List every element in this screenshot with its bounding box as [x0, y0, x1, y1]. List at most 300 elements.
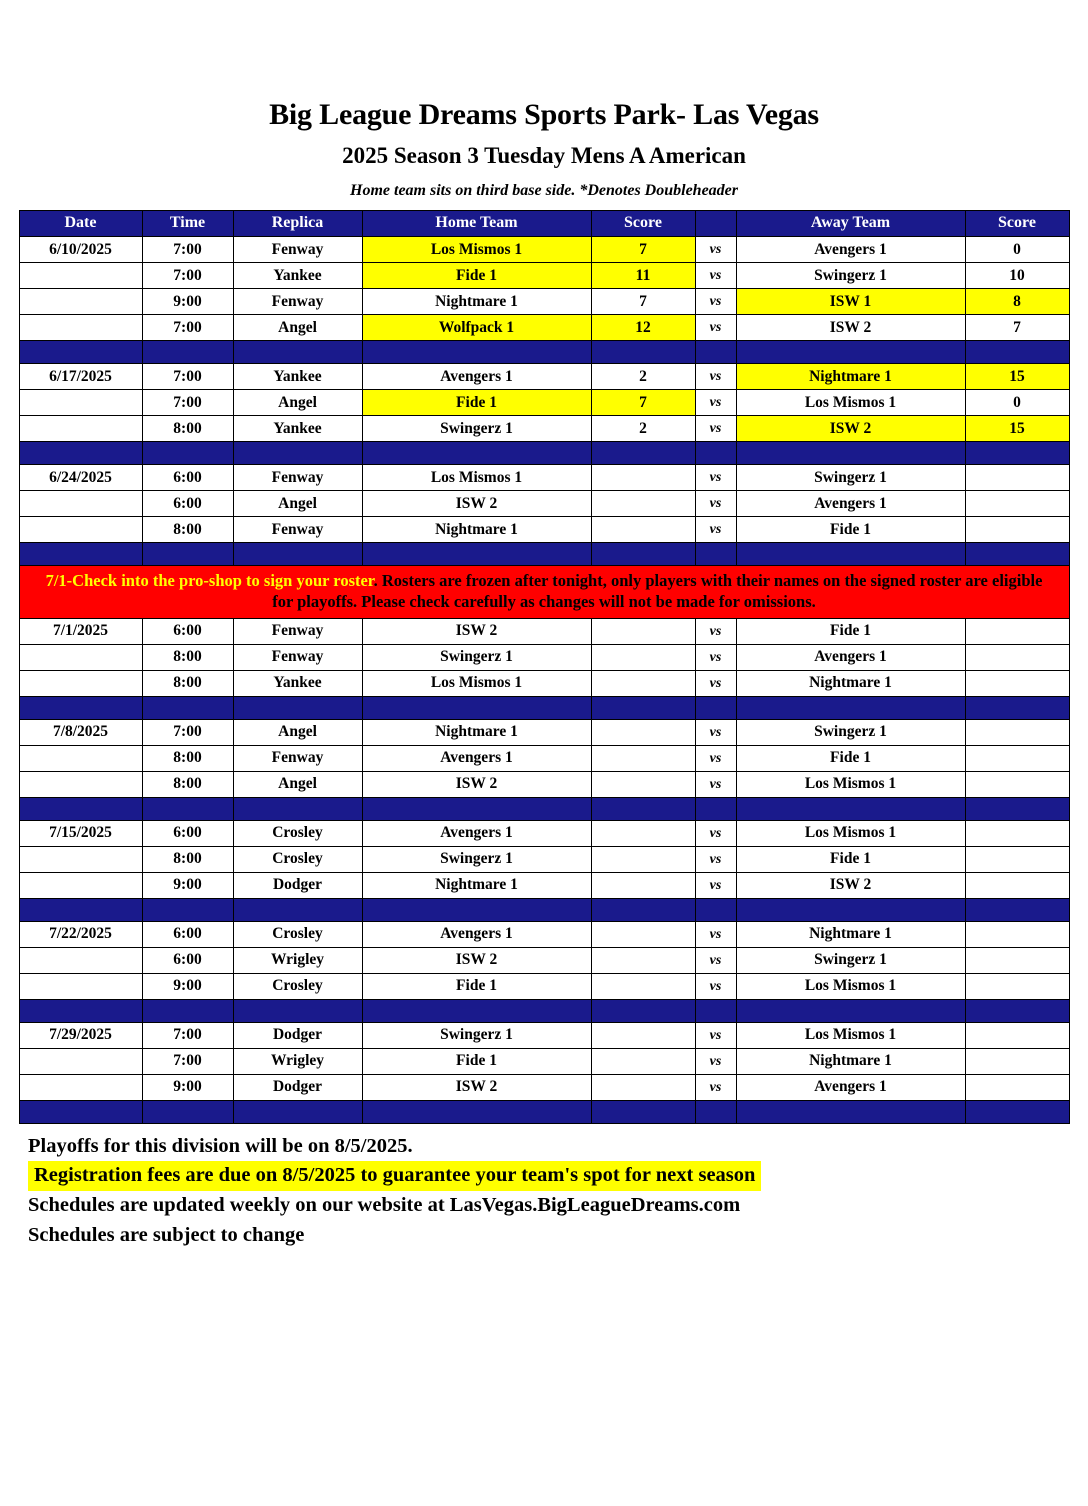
table-row — [19, 771, 1069, 797]
cell-away-score — [965, 846, 1069, 872]
cell-replica: Yankee — [233, 670, 362, 696]
cell-home-score — [591, 921, 695, 947]
cell-away-team: Los Mismos 1 — [736, 1022, 965, 1048]
vs-label: vs — [709, 496, 722, 512]
cell-home-score — [591, 719, 695, 745]
cell-replica: Angel — [233, 390, 362, 416]
cell-home-team: Avengers 1 — [362, 921, 591, 947]
week-separator-cell — [736, 442, 965, 465]
vs-label: vs — [709, 369, 722, 385]
cell-away-score — [965, 670, 1069, 696]
week-separator-cell — [965, 999, 1069, 1022]
cell-away-team: Fide 1 — [736, 745, 965, 771]
cell-replica: Yankee — [233, 364, 362, 390]
cell-away-score — [965, 973, 1069, 999]
cell-date — [19, 846, 142, 872]
week-separator-row — [19, 999, 1069, 1022]
week-separator-cell — [362, 1100, 591, 1123]
cell-time: 7:00 — [142, 263, 233, 289]
cell-away-team: ISW 2 — [736, 416, 965, 442]
cell-away-team: Avengers 1 — [736, 1074, 965, 1100]
cell-date: 7/29/2025 — [19, 1022, 142, 1048]
column-header-vs — [695, 211, 736, 237]
cell-vs — [695, 1022, 736, 1048]
cell-home-team: Nightmare 1 — [362, 872, 591, 898]
cell-home-score — [591, 1048, 695, 1074]
cell-replica: Dodger — [233, 872, 362, 898]
cell-away-team: Fide 1 — [736, 846, 965, 872]
week-separator-cell — [591, 543, 695, 566]
week-separator-cell — [362, 898, 591, 921]
week-separator-cell — [736, 341, 965, 364]
week-separator-cell — [695, 696, 736, 719]
week-separator-cell — [591, 341, 695, 364]
cell-time: 6:00 — [142, 820, 233, 846]
schedule-page — [0, 98, 1088, 1506]
table-row — [19, 820, 1069, 846]
week-separator-cell — [142, 696, 233, 719]
table-header — [19, 211, 1069, 237]
week-separator-cell — [142, 543, 233, 566]
cell-home-team: ISW 2 — [362, 618, 591, 644]
week-separator-cell — [19, 999, 142, 1022]
week-separator-cell — [736, 543, 965, 566]
week-separator-cell — [965, 543, 1069, 566]
week-separator-cell — [965, 696, 1069, 719]
cell-vs — [695, 491, 736, 517]
week-separator-cell — [965, 442, 1069, 465]
cell-away-score — [965, 618, 1069, 644]
cell-time: 6:00 — [142, 947, 233, 973]
week-separator-cell — [591, 797, 695, 820]
cell-home-score — [591, 1022, 695, 1048]
cell-home-team: Fide 1 — [362, 263, 591, 289]
cell-vs — [695, 237, 736, 263]
cell-away-team: Nightmare 1 — [736, 1048, 965, 1074]
playoffs-note: Playoffs for this division will be on 8/5/2025. — [28, 1134, 413, 1157]
column-header-date: Date — [19, 211, 142, 237]
week-separator-cell — [233, 442, 362, 465]
table-body — [19, 237, 1069, 1123]
week-separator-cell — [695, 442, 736, 465]
cell-replica: Angel — [233, 491, 362, 517]
table-row — [19, 973, 1069, 999]
cell-home-score — [591, 1074, 695, 1100]
cell-vs — [695, 644, 736, 670]
cell-time: 6:00 — [142, 921, 233, 947]
cell-away-team: Swingerz 1 — [736, 719, 965, 745]
cell-away-team: Avengers 1 — [736, 644, 965, 670]
cell-replica: Fenway — [233, 517, 362, 543]
cell-away-score — [965, 491, 1069, 517]
cell-home-score — [591, 517, 695, 543]
week-separator-cell — [591, 1100, 695, 1123]
cell-away-team: Fide 1 — [736, 618, 965, 644]
registration-fee-note: Registration fees are due on 8/5/2025 to guarantee your team's spot for next season — [28, 1161, 761, 1191]
vs-label: vs — [709, 623, 722, 639]
vs-label: vs — [709, 675, 722, 691]
cell-home-score: 7 — [591, 237, 695, 263]
week-separator-cell — [142, 341, 233, 364]
cell-home-team: Swingerz 1 — [362, 644, 591, 670]
week-separator-row — [19, 1100, 1069, 1123]
week-separator-row — [19, 543, 1069, 566]
cell-away-team: Nightmare 1 — [736, 921, 965, 947]
cell-away-score — [965, 820, 1069, 846]
week-separator-cell — [362, 797, 591, 820]
cell-vs — [695, 263, 736, 289]
table-row — [19, 618, 1069, 644]
week-separator-cell — [362, 341, 591, 364]
cell-home-team: Nightmare 1 — [362, 719, 591, 745]
cell-away-team: Los Mismos 1 — [736, 390, 965, 416]
table-row — [19, 517, 1069, 543]
week-separator-cell — [142, 442, 233, 465]
cell-away-team: ISW 1 — [736, 289, 965, 315]
cell-away-score: 15 — [965, 364, 1069, 390]
cell-home-team: Swingerz 1 — [362, 846, 591, 872]
week-separator-cell — [142, 898, 233, 921]
cell-replica: Angel — [233, 719, 362, 745]
cell-date — [19, 390, 142, 416]
cell-home-score: 12 — [591, 315, 695, 341]
column-header-score-away: Score — [965, 211, 1069, 237]
cell-replica: Crosley — [233, 973, 362, 999]
cell-replica: Fenway — [233, 644, 362, 670]
week-separator-cell — [233, 696, 362, 719]
cell-replica: Fenway — [233, 618, 362, 644]
cell-date — [19, 872, 142, 898]
vs-label: vs — [709, 421, 722, 437]
cell-home-score — [591, 973, 695, 999]
column-header-away: Away Team — [736, 211, 965, 237]
cell-date — [19, 491, 142, 517]
cell-away-team: Los Mismos 1 — [736, 820, 965, 846]
cell-home-score: 11 — [591, 263, 695, 289]
vs-label: vs — [709, 926, 722, 942]
cell-home-team: Los Mismos 1 — [362, 237, 591, 263]
cell-home-score — [591, 670, 695, 696]
cell-time: 7:00 — [142, 390, 233, 416]
cell-date — [19, 416, 142, 442]
home-team-note: Home team sits on third base side. *Denotes Doubleheader — [350, 182, 738, 200]
cell-date — [19, 644, 142, 670]
cell-home-team: Avengers 1 — [362, 745, 591, 771]
week-separator-cell — [233, 543, 362, 566]
cell-date — [19, 670, 142, 696]
cell-vs — [695, 618, 736, 644]
week-separator-cell — [362, 999, 591, 1022]
cell-time: 6:00 — [142, 465, 233, 491]
week-separator-cell — [233, 999, 362, 1022]
week-separator-cell — [736, 696, 965, 719]
cell-vs — [695, 719, 736, 745]
cell-away-score — [965, 517, 1069, 543]
cell-vs — [695, 771, 736, 797]
cell-date: 6/24/2025 — [19, 465, 142, 491]
cell-home-team: Avengers 1 — [362, 820, 591, 846]
week-separator-cell — [19, 797, 142, 820]
cell-away-score — [965, 1074, 1069, 1100]
cell-away-score — [965, 719, 1069, 745]
cell-vs — [695, 315, 736, 341]
vs-label: vs — [709, 268, 722, 284]
cell-home-team: ISW 2 — [362, 1074, 591, 1100]
cell-time: 8:00 — [142, 846, 233, 872]
cell-time: 7:00 — [142, 237, 233, 263]
cell-away-team: ISW 2 — [736, 872, 965, 898]
cell-away-score: 7 — [965, 315, 1069, 341]
cell-home-score — [591, 618, 695, 644]
week-separator-cell — [19, 341, 142, 364]
cell-replica: Crosley — [233, 846, 362, 872]
table-row — [19, 846, 1069, 872]
week-separator-cell — [233, 1100, 362, 1123]
cell-home-team: Los Mismos 1 — [362, 670, 591, 696]
cell-away-team: Fide 1 — [736, 517, 965, 543]
cell-date — [19, 517, 142, 543]
cell-home-score — [591, 644, 695, 670]
cell-home-score — [591, 846, 695, 872]
cell-home-score — [591, 771, 695, 797]
cell-away-score — [965, 947, 1069, 973]
week-separator-cell — [362, 696, 591, 719]
week-separator-cell — [695, 543, 736, 566]
week-separator-cell — [591, 442, 695, 465]
column-header-replica: Replica — [233, 211, 362, 237]
week-separator-cell — [965, 898, 1069, 921]
cell-replica: Wrigley — [233, 947, 362, 973]
cell-home-score — [591, 745, 695, 771]
vs-label: vs — [709, 724, 722, 740]
cell-vs — [695, 289, 736, 315]
cell-home-team: ISW 2 — [362, 771, 591, 797]
week-separator-cell — [695, 898, 736, 921]
table-row — [19, 1074, 1069, 1100]
week-separator-cell — [142, 1100, 233, 1123]
table-header-row — [19, 211, 1069, 237]
column-header-score-home: Score — [591, 211, 695, 237]
cell-away-team: Los Mismos 1 — [736, 771, 965, 797]
cell-home-team: Fide 1 — [362, 390, 591, 416]
vs-label: vs — [709, 470, 722, 486]
cell-date — [19, 947, 142, 973]
week-separator-cell — [736, 999, 965, 1022]
cell-vs — [695, 390, 736, 416]
cell-vs — [695, 517, 736, 543]
week-separator-cell — [19, 543, 142, 566]
week-separator-cell — [591, 999, 695, 1022]
vs-label: vs — [709, 825, 722, 841]
cell-date — [19, 315, 142, 341]
cell-home-team: Fide 1 — [362, 973, 591, 999]
cell-home-score — [591, 820, 695, 846]
table-row — [19, 719, 1069, 745]
cell-replica: Fenway — [233, 745, 362, 771]
cell-home-score — [591, 872, 695, 898]
cell-home-team: Nightmare 1 — [362, 517, 591, 543]
week-separator-cell — [233, 898, 362, 921]
cell-replica: Dodger — [233, 1022, 362, 1048]
cell-date — [19, 973, 142, 999]
cell-away-score — [965, 745, 1069, 771]
table-row — [19, 416, 1069, 442]
cell-away-score — [965, 1048, 1069, 1074]
cell-away-score — [965, 921, 1069, 947]
week-separator-row — [19, 898, 1069, 921]
cell-time: 7:00 — [142, 364, 233, 390]
cell-date: 7/1/2025 — [19, 618, 142, 644]
cell-away-score: 0 — [965, 390, 1069, 416]
roster-notice-rest: . Rosters are frozen after tonight, only players with their names on the signed roster are eligible for playoffs. Please check carefully as changes will not be made for omissions. — [272, 571, 1043, 611]
cell-home-team: Swingerz 1 — [362, 1022, 591, 1048]
week-separator-cell — [19, 898, 142, 921]
week-separator-cell — [362, 543, 591, 566]
cell-date: 7/8/2025 — [19, 719, 142, 745]
cell-home-score — [591, 465, 695, 491]
table-row — [19, 289, 1069, 315]
cell-vs — [695, 1074, 736, 1100]
cell-date — [19, 1048, 142, 1074]
cell-time: 7:00 — [142, 719, 233, 745]
cell-home-score: 2 — [591, 364, 695, 390]
table-row — [19, 947, 1069, 973]
roster-notice-row — [19, 566, 1069, 618]
table-row — [19, 644, 1069, 670]
week-separator-cell — [362, 442, 591, 465]
cell-time: 9:00 — [142, 289, 233, 315]
cell-away-team: Nightmare 1 — [736, 364, 965, 390]
cell-replica: Wrigley — [233, 1048, 362, 1074]
cell-home-team: Swingerz 1 — [362, 416, 591, 442]
page-title: Big League Dreams Sports Park- Las Vegas — [269, 98, 819, 131]
cell-vs — [695, 1048, 736, 1074]
cell-replica: Angel — [233, 315, 362, 341]
week-separator-row — [19, 797, 1069, 820]
column-header-time: Time — [142, 211, 233, 237]
table-row — [19, 745, 1069, 771]
cell-time: 8:00 — [142, 416, 233, 442]
vs-label: vs — [709, 1079, 722, 1095]
vs-label: vs — [709, 776, 722, 792]
week-separator-cell — [591, 898, 695, 921]
cell-vs — [695, 921, 736, 947]
table-row — [19, 465, 1069, 491]
cell-time: 8:00 — [142, 670, 233, 696]
cell-away-score — [965, 465, 1069, 491]
table-row — [19, 364, 1069, 390]
cell-vs — [695, 465, 736, 491]
footer-notes — [22, 1132, 1066, 1251]
week-separator-cell — [965, 797, 1069, 820]
week-separator-cell — [736, 1100, 965, 1123]
vs-label: vs — [709, 320, 722, 336]
vs-label: vs — [709, 750, 722, 766]
cell-time: 8:00 — [142, 771, 233, 797]
table-row — [19, 921, 1069, 947]
cell-home-team: Los Mismos 1 — [362, 465, 591, 491]
website-note: Schedules are updated weekly on our website at LasVegas.BigLeagueDreams.com — [28, 1193, 741, 1216]
cell-time: 7:00 — [142, 315, 233, 341]
vs-label: vs — [709, 851, 722, 867]
week-separator-cell — [965, 341, 1069, 364]
week-separator-cell — [695, 1100, 736, 1123]
table-row — [19, 670, 1069, 696]
cell-home-team: ISW 2 — [362, 491, 591, 517]
vs-label: vs — [709, 1053, 722, 1069]
cell-home-team: Wolfpack 1 — [362, 315, 591, 341]
cell-away-score — [965, 771, 1069, 797]
cell-time: 8:00 — [142, 745, 233, 771]
cell-date: 6/10/2025 — [19, 237, 142, 263]
cell-home-team: Avengers 1 — [362, 364, 591, 390]
table-row — [19, 1048, 1069, 1074]
cell-vs — [695, 947, 736, 973]
table-row — [19, 237, 1069, 263]
cell-vs — [695, 416, 736, 442]
week-separator-row — [19, 341, 1069, 364]
cell-vs — [695, 670, 736, 696]
cell-home-score — [591, 491, 695, 517]
cell-replica: Crosley — [233, 820, 362, 846]
cell-away-team: ISW 2 — [736, 315, 965, 341]
page-subtitle: 2025 Season 3 Tuesday Mens A American — [342, 143, 746, 168]
cell-time: 9:00 — [142, 872, 233, 898]
week-separator-cell — [142, 999, 233, 1022]
cell-away-team: Los Mismos 1 — [736, 973, 965, 999]
week-separator-row — [19, 696, 1069, 719]
cell-away-team: Swingerz 1 — [736, 947, 965, 973]
cell-vs — [695, 820, 736, 846]
table-row — [19, 491, 1069, 517]
cell-away-score — [965, 644, 1069, 670]
cell-date: 6/17/2025 — [19, 364, 142, 390]
week-separator-cell — [233, 797, 362, 820]
week-separator-cell — [142, 797, 233, 820]
week-separator-cell — [736, 898, 965, 921]
week-separator-cell — [19, 696, 142, 719]
column-header-home: Home Team — [362, 211, 591, 237]
cell-away-team: Avengers 1 — [736, 237, 965, 263]
cell-time: 9:00 — [142, 973, 233, 999]
cell-vs — [695, 745, 736, 771]
cell-replica: Fenway — [233, 237, 362, 263]
cell-time: 7:00 — [142, 1022, 233, 1048]
cell-away-score — [965, 1022, 1069, 1048]
cell-vs — [695, 846, 736, 872]
week-separator-cell — [736, 797, 965, 820]
week-separator-cell — [19, 1100, 142, 1123]
cell-time: 8:00 — [142, 517, 233, 543]
table-row — [19, 390, 1069, 416]
cell-date: 7/15/2025 — [19, 820, 142, 846]
cell-replica: Fenway — [233, 289, 362, 315]
cell-away-score: 15 — [965, 416, 1069, 442]
cell-replica: Yankee — [233, 263, 362, 289]
cell-time: 8:00 — [142, 644, 233, 670]
cell-date — [19, 771, 142, 797]
cell-replica: Dodger — [233, 1074, 362, 1100]
cell-home-score: 2 — [591, 416, 695, 442]
cell-date — [19, 263, 142, 289]
roster-notice-highlight: 7/1-Check into the pro-shop to sign your roster — [45, 571, 374, 591]
cell-home-score: 7 — [591, 289, 695, 315]
cell-date — [19, 1074, 142, 1100]
vs-label: vs — [709, 522, 722, 538]
vs-label: vs — [709, 877, 722, 893]
cell-home-score: 7 — [591, 390, 695, 416]
cell-away-team: Avengers 1 — [736, 491, 965, 517]
